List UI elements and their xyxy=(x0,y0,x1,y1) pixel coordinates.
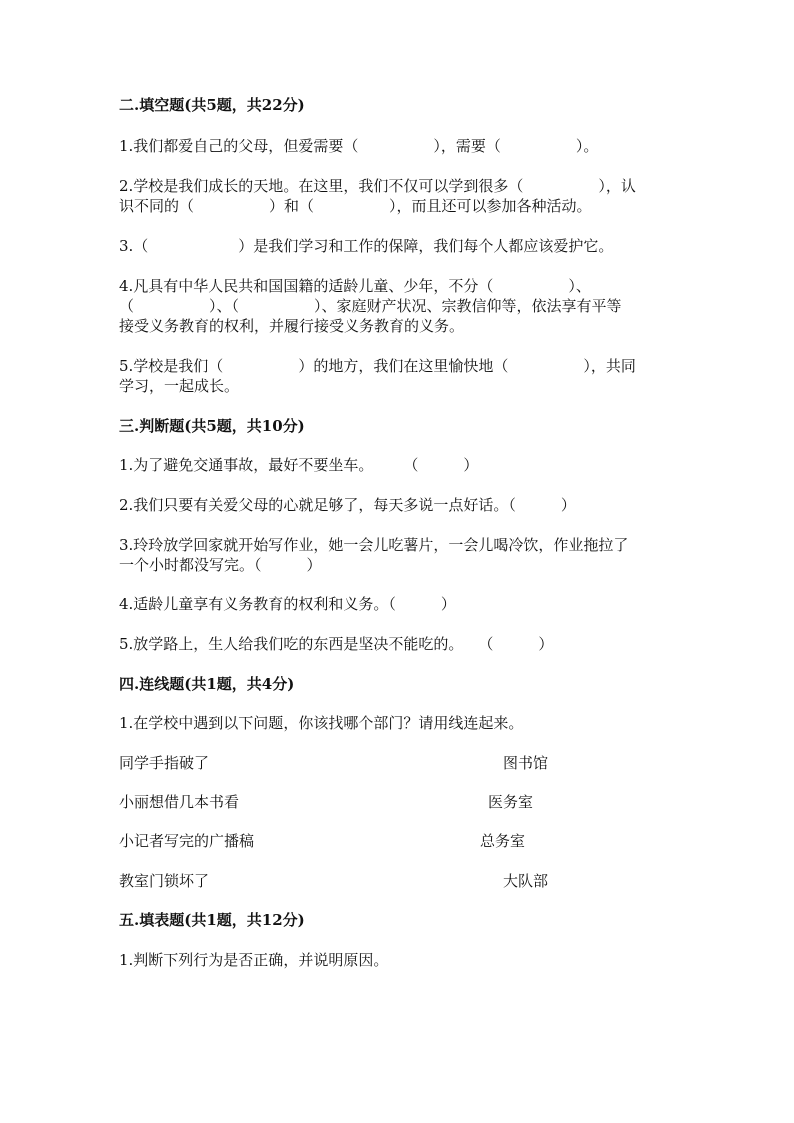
match-right-item: 大队部 xyxy=(503,872,549,890)
question-fill-2-line2: 识不同的（ ）和（ ），而且还可以参加各种活动。 xyxy=(119,197,592,215)
match-right-item: 医务室 xyxy=(488,793,534,811)
match-left-item: 同学手指破了 xyxy=(119,754,210,772)
question-fill-5-line1: 5.学校是我们（ ）的地方，我们在这里愉快地（ ），共同 xyxy=(119,357,636,375)
question-fill-4-line2: （ ）、（ ）、家庭财产状况、宗教信仰等，依法享有平等 xyxy=(119,297,622,315)
question-judge-3-line1: 3.玲玲放学回家就开始写作业，她一会儿吃薯片，一会儿喝冷饮，作业拖拉了 xyxy=(119,536,629,554)
question-judge-1: 1.为了避免交通事故，最好不要坐车。 （ ） xyxy=(119,456,479,474)
section-heading-table: 五.填表题(共1题，共12分) xyxy=(119,911,305,929)
section-heading-match: 四.连线题(共1题，共4分) xyxy=(119,675,295,693)
question-judge-4: 4.适龄儿童享有义务教育的权利和义务。（ ） xyxy=(119,595,456,613)
question-fill-2-line1: 2.学校是我们成长的天地。在这里，我们不仅可以学到很多（ ），认 xyxy=(119,177,636,195)
question-judge-2: 2.我们只要有关爱父母的心就足够了，每天多说一点好话。（ ） xyxy=(119,496,576,514)
question-fill-1: 1.我们都爱自己的父母，但爱需要（ ），需要（ ）。 xyxy=(119,137,599,155)
match-right-item: 图书馆 xyxy=(503,754,549,772)
section-heading-fill-blank: 二.填空题(共5题，共22分) xyxy=(119,96,305,114)
match-left-item: 教室门锁坏了 xyxy=(119,872,210,890)
question-match-1: 1.在学校中遇到以下问题，你该找哪个部门？请用线连起来。 xyxy=(119,714,524,732)
question-fill-3: 3.（ ）是我们学习和工作的保障，我们每个人都应该爱护它。 xyxy=(119,237,614,255)
match-right-item: 总务室 xyxy=(480,832,526,850)
question-fill-4-line3: 接受义务教育的权利，并履行接受义务教育的义务。 xyxy=(119,317,465,335)
question-fill-5-line2: 学习，一起成长。 xyxy=(119,377,240,395)
question-judge-3-line2: 一个小时都没写完。（ ） xyxy=(119,556,322,574)
section-heading-judge: 三.判断题(共5题，共10分) xyxy=(119,417,305,435)
question-judge-5: 5.放学路上，生人给我们吃的东西是坚决不能吃的。 （ ） xyxy=(119,635,554,653)
match-left-item: 小记者写完的广播稿 xyxy=(119,832,255,850)
question-table-1: 1.判断下列行为是否正确，并说明原因。 xyxy=(119,951,389,969)
question-fill-4-line1: 4.凡具有中华人民共和国国籍的适龄儿童、少年，不分（ ）、 xyxy=(119,277,591,295)
match-left-item: 小丽想借几本书看 xyxy=(119,793,240,811)
